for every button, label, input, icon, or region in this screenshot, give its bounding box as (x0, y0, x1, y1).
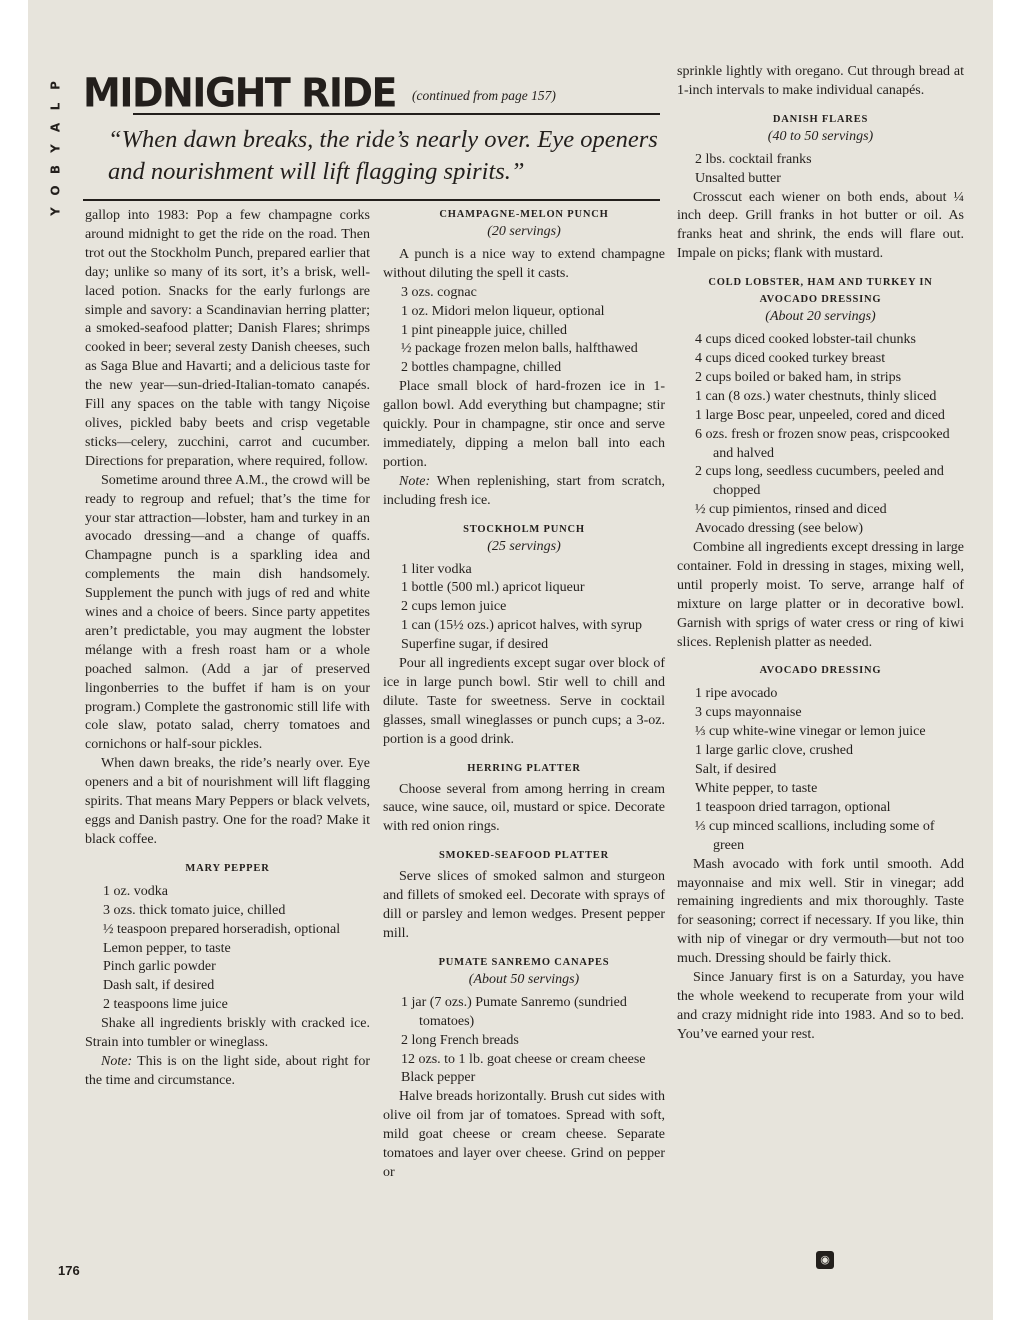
ingredient-item: 4 cups diced cooked turkey breast (695, 350, 886, 366)
ingredient-list (383, 284, 665, 379)
recipe-method: Choose several from among herring in cream sauce, wine sauce, oil, mustard or spice. Decorate with red onion rings. (383, 781, 665, 835)
ingredient-item: 2 cups long, seedless cucumbers, peeled and chopped (695, 464, 944, 499)
ingredient-item: 1 can (15½ ozs.) apricot halves, with syrup (401, 618, 643, 634)
continued-note: (continued from page 157) (411, 88, 556, 103)
page-number: 176 (58, 1263, 80, 1278)
ingredient-list (383, 994, 665, 1089)
recipe-heading: STOCKHOLM PUNCH (463, 523, 585, 535)
recipe-servings: (40 to 50 servings) (767, 128, 874, 144)
article-title: MIDNIGHT RIDE (83, 69, 396, 117)
recipe-heading: CHAMPAGNE-MELON PUNCH (439, 209, 609, 220)
recipe-servings: (25 servings) (487, 538, 561, 554)
ingredient-item: Black pepper (401, 1070, 476, 1086)
ingredient-item: 3 cups mayonnaise (695, 705, 802, 721)
ingredient-item: 2 long French breads (401, 1032, 519, 1048)
recipe-heading: PUMATE SANREMO CANAPES (438, 956, 610, 968)
ingredient-item: White pepper, to taste (695, 781, 818, 796)
header-rule (133, 113, 660, 115)
ingredient-item: 12 ozs. to 1 lb. goat cheese or cream cheese (401, 1051, 646, 1067)
ingredient-item: ⅓ cup minced scallions, including some of green (695, 818, 935, 853)
column-1 (85, 207, 370, 1091)
note-label: Note: (399, 473, 431, 489)
ingredient-list (677, 685, 964, 855)
ingredient-item: ⅓ cup white-wine vinegar or lemon juice (695, 724, 926, 740)
ingredient-item: 2 teaspoons lime juice (103, 997, 228, 1013)
ingredient-item: ½ package frozen melon balls, halfthawed (401, 341, 638, 357)
ingredient-item: 1 teaspoon dried tarragon, optional (695, 799, 891, 815)
ingredient-item: ½ teaspoon prepared horseradish, optional (103, 921, 341, 937)
ingredient-list (677, 151, 964, 189)
ingredient-item: 6 ozs. fresh or frozen snow peas, crispcooked and halved (695, 426, 950, 461)
recipe-servings: (About 20 servings) (765, 309, 876, 325)
ingredient-item: 1 pint pineapple juice, chilled (401, 322, 568, 338)
ingredient-item: 1 jar (7 ozs.) Pumate Sanremo (sundried tomatoes) (401, 994, 627, 1029)
magazine-name-vertical (46, 75, 66, 220)
magazine-name-letter: Y (48, 144, 63, 153)
column-3 (677, 63, 964, 1045)
recipe-intro: A punch is a nice way to extend champagne without diluting the spell it casts. (383, 246, 665, 281)
pull-quote: “When dawn breaks, the ride’s nearly over. Eye openers and nourishment will lift flagging spirits.” (108, 126, 658, 185)
ingredient-item: 3 ozs. thick tomato juice, chilled (103, 902, 286, 918)
ingredient-item: Pinch garlic powder (103, 959, 216, 975)
body-paragraph: When dawn breaks, the ride’s nearly over. Eye openers and a bit of nourishment will lift flagging spirits. That means Mary Peppers or black velvets, eggs and Danish pastry. One for the road? Make it black coffee. (85, 756, 370, 847)
recipe-note (383, 473, 665, 511)
body-paragraph: gallop into 1983: Pop a few champagne corks around midnight to get the ride on the road. Then trot out the Stockholm Punch, prepared earlier that day; unlike so many of its sort, it’s a brisk, well-laced potion. Snacks for the early furlongs are simple and savory: a Scandinavian herring platter; a smoked-seafood platter; Danish Flares; shrimps cooked in beer; several zesty Danish cheeses, such as Saga Blue and Havarti; and a delicious taste for the new year—sun-dried-Italian-tomato canapés. Fill any spaces on the table with tangy Niçoise olives, pickled baby beets and crisp vegetable sticks—celery, zucchini, carrot and cucumber. Directions for preparation, where required, follow. (85, 208, 370, 469)
ingredient-item: 1 liter vodka (401, 561, 472, 577)
quote-rule (83, 199, 660, 201)
recipe-method: Crosscut each wiener on both ends, about ¼ inch deep. Grill franks in hot butter or oil. As franks heat and shrink, the ends will flare out. Impale on picks; flank with mustard. (677, 189, 964, 262)
recipe-note (85, 1053, 370, 1091)
note-label: Note: (101, 1053, 133, 1069)
magazine-name-letter: Y (48, 207, 63, 216)
ingredient-item: 3 ozs. cognac (401, 284, 477, 300)
ingredient-item: 2 cups lemon juice (401, 599, 507, 615)
recipe-method: Pour all ingredients except sugar over block of ice in large punch bowl. Stir well to chill and dilute. Taste for sweetness. Serve in cocktail glasses, small wineglasses or punch cups; a 3-oz. portion is a good drink. (383, 656, 665, 747)
recipe-method: Serve slices of smoked salmon and sturgeon and fillets of smoked eel. Decorate with sprays of dill or parsley and lemon wedges. Present pepper mill. (383, 869, 665, 941)
ingredient-item: Avocado dressing (see below) (695, 521, 864, 537)
bunny-logo-icon: ◉ (816, 1251, 834, 1269)
ingredient-item: Lemon pepper, to taste (103, 940, 231, 956)
recipe-heading: COLD LOBSTER, HAM AND TURKEY IN AVOCADO DRESSING (708, 277, 933, 306)
ingredient-item: 1 large Bosc pear, unpeeled, cored and diced (695, 407, 945, 423)
note-text: When replenishing, start from scratch, including fresh ice. (383, 473, 665, 508)
ingredient-item: 2 cups boiled or baked ham, in strips (695, 369, 902, 385)
ingredient-list (383, 561, 665, 656)
ingredient-item: 1 large garlic clove, crushed (695, 743, 853, 759)
recipe-heading: HERRING PLATTER (467, 762, 581, 774)
magazine-name-letter: A (48, 122, 63, 133)
recipe-heading: SMOKED-SEAFOOD PLATTER (439, 850, 609, 862)
column-2 (383, 206, 665, 1183)
body-paragraph: sprinkle lightly with oregano. Cut through bread at 1-inch intervals to make individual canapés. (677, 64, 964, 98)
magazine-page (28, 0, 993, 1320)
closing-paragraph: Since January first is on a Saturday, you have the whole weekend to recuperate from your wild and crazy midnight ride into 1983. And so to bed. You’ve earned your rest. (677, 970, 964, 1042)
ingredient-item: 2 bottles champagne, chilled (401, 360, 562, 376)
magazine-name-letter: O (48, 185, 63, 196)
article-header (83, 70, 660, 116)
recipe-method: Mash avocado with fork until smooth. Add mayonnaise and mix well. Stir in vinegar; add remaining ingredients and mix thoroughly. Taste for seasoning; correct if necessary. If you like, thin with nip of vinegar or dry vermouth—but not too much. Dressing should be fairly thick. (677, 856, 964, 967)
ingredient-item: 1 bottle (500 ml.) apricot liqueur (401, 580, 585, 596)
ingredient-list (85, 883, 370, 1015)
recipe-method: Halve breads horizontally. Brush cut sides with olive oil from jar of tomatoes. Spread with soft, mild goat cheese or cream cheese. Separate tomatoes and layer over cheese. Grind on pepper or (383, 1089, 665, 1180)
note-text: This is on the light side, about right for the time and circumstance. (85, 1053, 370, 1088)
ingredient-item: 2 lbs. cocktail franks (695, 151, 812, 167)
recipe-heading: MARY PEPPER (185, 862, 270, 874)
ingredient-item: 4 cups diced cooked lobster-tail chunks (695, 332, 916, 348)
recipe-method: Combine all ingredients except dressing in large container. Fold in dressing in stages, mixing well, until properly moist. To serve, arrange half of mixture on large platter or in decorative bowl. Garnish with sprigs of water cress or ring of kiwi slices. Replenish platter as needed. (677, 540, 964, 650)
recipe-method: Place small block of hard-frozen ice in 1-gallon bowl. Add everything but champagne; stir quickly. Pour in champagne, stir once and serve immediately, dipping a melon ball into each portion. (383, 379, 665, 470)
ingredient-item: Unsalted butter (695, 170, 781, 186)
body-paragraph: Sometime around three A.M., the crowd will be ready to regroup and refuel; that’s the time for your star attraction—lobster, ham and turkey in an avocado dressing—and a change of quaffs. Champagne punch is a sparkling idea and complements the main dish handsomely. Supplement the punch with jugs of red and white wines and a choice of beers. Since party appetites aren’t predictable, you may augment the lobster mélange with a fresh roast ham or a whole poached salmon. (Add a jar of preserved lingonberries to the buffet if ham is on your program.) Complete the gastronomic still life with cole slaw, potato salad, cherry tomatoes and cornichons or half-sour pickles. (85, 472, 370, 753)
recipe-heading: DANISH FLARES (772, 113, 869, 125)
ingredient-item: Superfine sugar, if desired (401, 637, 549, 653)
recipe-servings: (About 50 servings) (468, 971, 580, 987)
ingredient-item: 1 oz. vodka (103, 883, 168, 899)
ingredient-item: 1 can (8 ozs.) water chestnuts, thinly sliced (695, 388, 937, 404)
magazine-name-letter: L (48, 102, 63, 111)
ingredient-item: ½ cup pimientos, rinsed and diced (695, 502, 887, 518)
recipe-method: Shake all ingredients briskly with cracked ice. Strain into tumbler or wineglass. (85, 1016, 370, 1051)
ingredient-item: Dash salt, if desired (103, 978, 215, 994)
ingredient-item: 1 ripe avocado (695, 686, 778, 702)
ingredient-list (677, 331, 964, 539)
ingredient-item: Salt, if desired (695, 762, 777, 778)
magazine-name-letter: P (48, 81, 63, 90)
recipe-heading: AVOCADO DRESSING (759, 665, 882, 677)
magazine-name-letter: B (48, 164, 63, 175)
ingredient-item: 1 oz. Midori melon liqueur, optional (401, 303, 605, 319)
recipe-servings: (20 servings) (487, 224, 561, 239)
